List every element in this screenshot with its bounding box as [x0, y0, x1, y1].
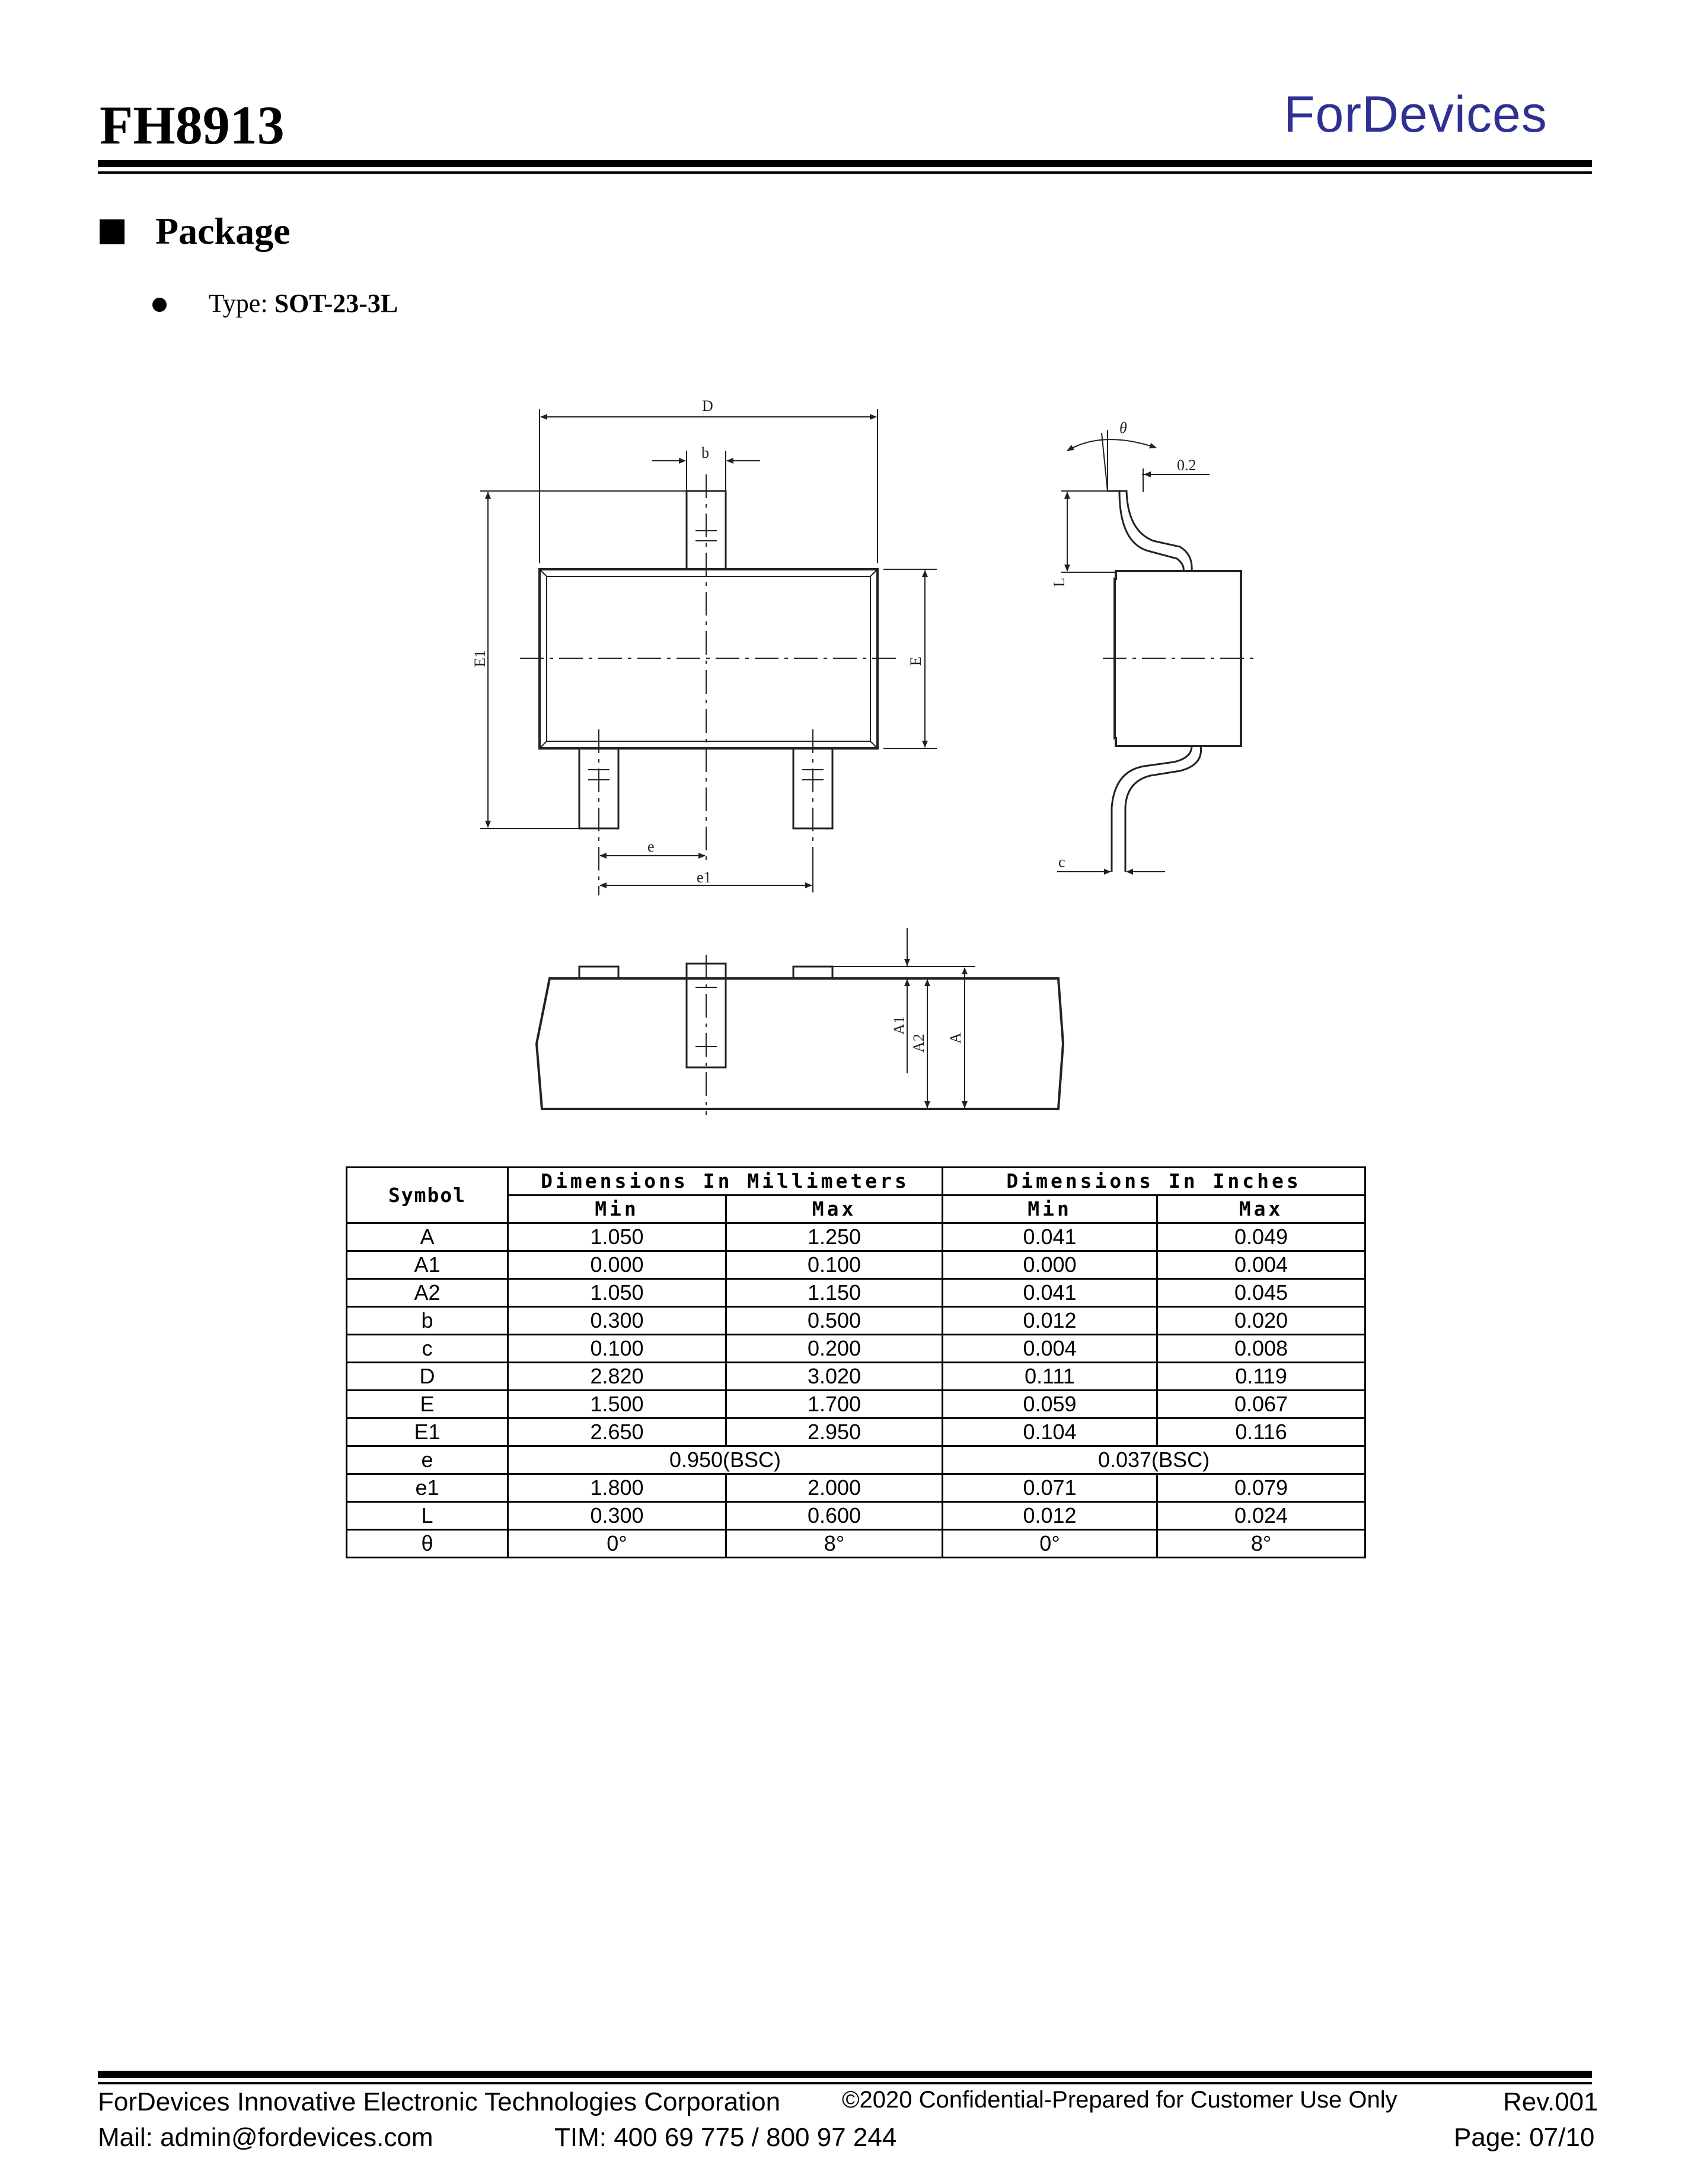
cell-symbol: θ [347, 1530, 508, 1558]
dim-label-D: D [702, 397, 713, 415]
cell-in-min: 0° [943, 1530, 1157, 1558]
cell-mm-min: 0° [508, 1530, 726, 1558]
cell-symbol: c [347, 1335, 508, 1363]
cell-in-max: 0.067 [1157, 1391, 1365, 1418]
symbol-header: Symbol [347, 1168, 508, 1223]
cell-mm-max: 0.600 [726, 1502, 943, 1530]
section-title: Package [155, 210, 291, 252]
cell-in-max: 0.024 [1157, 1502, 1365, 1530]
cell-symbol: e1 [347, 1474, 508, 1502]
dim-label-c: c [1058, 853, 1065, 871]
table-row [347, 1446, 1365, 1474]
mm-min-header: Min [508, 1195, 726, 1223]
mm-max-header: Max [726, 1195, 943, 1223]
cell-symbol: e [347, 1446, 508, 1474]
cell-in-min: 0.111 [943, 1363, 1157, 1391]
dim-label-e: e [647, 838, 655, 855]
cell-mm-max: 8° [726, 1530, 943, 1558]
cell-mm-bsc: 0.950(BSC) [508, 1446, 943, 1474]
cell-mm-min: 1.800 [508, 1474, 726, 1502]
footer-revision: Rev.001 [1503, 2087, 1598, 2116]
cell-mm-min: 2.650 [508, 1418, 726, 1446]
cell-mm-min: 0.100 [508, 1335, 726, 1363]
cell-mm-min: 0.300 [508, 1502, 726, 1530]
table-row [347, 1251, 1365, 1279]
cell-mm-max: 1.250 [726, 1223, 943, 1251]
cell-in-min: 0.041 [943, 1223, 1157, 1251]
footer-rule-thin [98, 2082, 1592, 2084]
table-row [347, 1223, 1365, 1251]
dim-label-A1: A1 [891, 1016, 908, 1035]
cell-mm-min: 1.050 [508, 1279, 726, 1307]
top-view [480, 409, 937, 895]
footer-tim: TIM: 400 69 775 / 800 97 244 [554, 2123, 897, 2152]
cell-mm-max: 2.000 [726, 1474, 943, 1502]
dim-label-b: b [701, 444, 709, 461]
cell-symbol: A [347, 1223, 508, 1251]
mm-header: Dimensions In Millimeters [508, 1168, 943, 1195]
dim-label-A2: A2 [910, 1034, 927, 1053]
cell-in-min: 0.104 [943, 1418, 1157, 1446]
cell-in-min: 0.012 [943, 1307, 1157, 1335]
cell-in-min: 0.004 [943, 1335, 1157, 1363]
cell-in-max: 0.020 [1157, 1307, 1365, 1335]
cell-in-max: 0.119 [1157, 1363, 1365, 1391]
cell-mm-max: 0.100 [726, 1251, 943, 1279]
side-view [1057, 430, 1254, 872]
table-row [347, 1530, 1365, 1558]
cell-symbol: D [347, 1363, 508, 1391]
cell-symbol: A1 [347, 1251, 508, 1279]
cell-mm-min: 0.000 [508, 1251, 726, 1279]
cell-in-min: 0.071 [943, 1474, 1157, 1502]
cell-in-max: 0.049 [1157, 1223, 1365, 1251]
in-min-header: Min [943, 1195, 1157, 1223]
cell-symbol: E [347, 1391, 508, 1418]
dim-label-gauge: 0.2 [1177, 457, 1196, 474]
cell-in-max: 8° [1157, 1530, 1365, 1558]
table-row [347, 1391, 1365, 1418]
dim-label-theta: θ [1119, 419, 1127, 436]
cell-mm-max: 1.150 [726, 1279, 943, 1307]
front-view [537, 928, 1063, 1115]
footer-rule-thick [98, 2071, 1592, 2078]
footer-page: Page: 07/10 [1454, 2123, 1595, 2152]
cell-in-max: 0.004 [1157, 1251, 1365, 1279]
brand-logo: ForDevices [1284, 86, 1547, 143]
cell-in-max: 0.045 [1157, 1279, 1365, 1307]
cell-in-max: 0.079 [1157, 1474, 1365, 1502]
table-row [347, 1279, 1365, 1307]
dim-label-E: E [907, 656, 924, 666]
cell-mm-min: 1.500 [508, 1391, 726, 1418]
cell-in-min: 0.012 [943, 1502, 1157, 1530]
package-type-value: SOT-23-3L [274, 289, 398, 318]
footer-company: ForDevices Innovative Electronic Technologies Corporation [98, 2087, 781, 2116]
cell-in-max: 0.116 [1157, 1418, 1365, 1446]
cell-mm-max: 0.200 [726, 1335, 943, 1363]
table-row [347, 1502, 1365, 1530]
footer-confidential: ©2020 Confidential-Prepared for Customer Use Only [842, 2087, 1397, 2113]
cell-symbol: A2 [347, 1279, 508, 1307]
cell-in-min: 0.041 [943, 1279, 1157, 1307]
cell-mm-min: 1.050 [508, 1223, 726, 1251]
table-row [347, 1307, 1365, 1335]
part-number-title: FH8913 [100, 95, 285, 155]
table-row [347, 1474, 1365, 1502]
table-row [347, 1363, 1365, 1391]
cell-symbol: E1 [347, 1418, 508, 1446]
cell-mm-min: 0.300 [508, 1307, 726, 1335]
cell-in-min: 0.059 [943, 1391, 1157, 1418]
table-row [347, 1335, 1365, 1363]
dim-label-E1: E1 [471, 650, 489, 667]
footer-mail: Mail: admin@fordevices.com [98, 2123, 433, 2152]
cell-mm-max: 0.500 [726, 1307, 943, 1335]
dim-label-e1: e1 [697, 869, 711, 886]
table-row [347, 1418, 1365, 1446]
cell-mm-min: 2.820 [508, 1363, 726, 1391]
cell-in-max: 0.008 [1157, 1335, 1365, 1363]
cell-mm-max: 2.950 [726, 1418, 943, 1446]
cell-mm-max: 3.020 [726, 1363, 943, 1391]
dimension-table [346, 1166, 1366, 1558]
dim-label-L: L [1051, 578, 1068, 587]
cell-in-min: 0.000 [943, 1251, 1157, 1279]
cell-symbol: b [347, 1307, 508, 1335]
cell-symbol: L [347, 1502, 508, 1530]
cell-in-bsc: 0.037(BSC) [943, 1446, 1365, 1474]
cell-mm-max: 1.700 [726, 1391, 943, 1418]
in-header: Dimensions In Inches [943, 1168, 1365, 1195]
in-max-header: Max [1157, 1195, 1365, 1223]
package-type-label: Type: [209, 289, 268, 318]
dim-label-A: A [947, 1032, 964, 1044]
